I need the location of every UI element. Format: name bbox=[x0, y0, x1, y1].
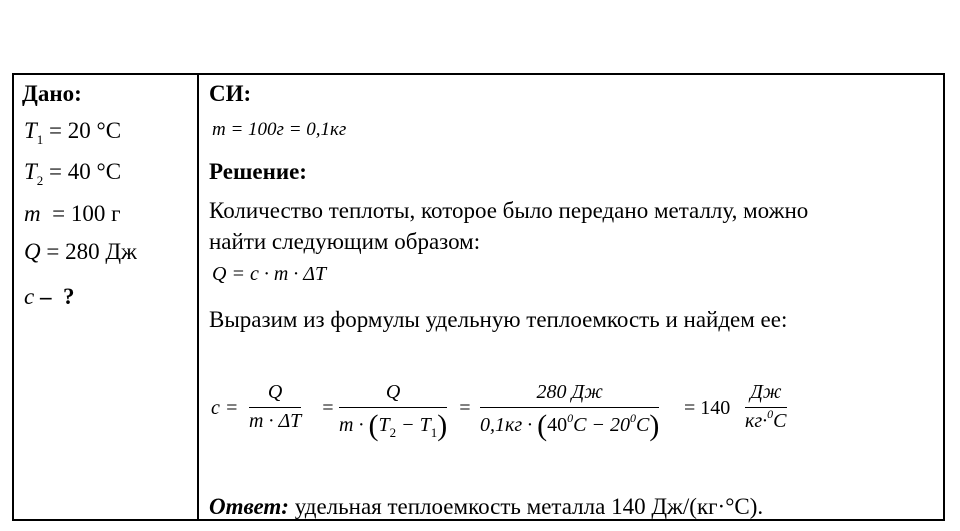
fraction-1-denominator: m · ΔT bbox=[249, 410, 302, 432]
given-t1 bbox=[24, 118, 122, 147]
fraction-3-den-40: 40 bbox=[547, 414, 568, 436]
fraction-3-den-mid: C − 20 bbox=[573, 414, 631, 436]
paren-close-1: ) bbox=[437, 409, 448, 442]
var-c: c bbox=[24, 284, 35, 309]
var-q: Q bbox=[24, 239, 41, 264]
given-q bbox=[24, 240, 137, 263]
unit-denominator bbox=[745, 407, 787, 433]
fraction-2-den-sub2: 2 bbox=[389, 425, 397, 440]
fraction-3-bar bbox=[480, 407, 659, 408]
solution-heading: Решение: bbox=[209, 159, 307, 184]
paren-open-2: ( bbox=[537, 409, 548, 442]
paren-open-1: ( bbox=[368, 409, 379, 442]
solution-text-line2: найти следующим образом: bbox=[209, 229, 481, 254]
si-conversion: m = 100г = 0,1кг bbox=[212, 119, 347, 140]
unit-den-c: C bbox=[773, 410, 787, 432]
unit-bar bbox=[745, 407, 787, 408]
column-divider bbox=[197, 73, 199, 521]
si-heading: СИ: bbox=[209, 81, 252, 106]
table-frame bbox=[12, 73, 945, 521]
fraction-3-den-sup-b: 0 bbox=[630, 411, 637, 425]
unit-den-kg: кг· bbox=[745, 410, 768, 432]
fraction-2-den-m: m · bbox=[339, 414, 369, 436]
calc-result: = 140 bbox=[684, 397, 731, 419]
fraction-2-denominator bbox=[339, 409, 448, 442]
fraction-1-numerator: Q bbox=[267, 381, 283, 403]
value-c: – ? bbox=[34, 284, 75, 309]
given-c bbox=[24, 285, 74, 308]
calc-eq-2: = bbox=[458, 397, 472, 419]
var-t1: T bbox=[24, 118, 37, 143]
given-heading: Дано: bbox=[22, 81, 82, 106]
solution-text-line1: Количество теплоты, которое было передано металлу, можно bbox=[209, 198, 809, 223]
answer-label: Ответ: bbox=[209, 494, 289, 519]
value-t1: = 20 °C bbox=[43, 118, 122, 143]
paren-close-2: ) bbox=[649, 409, 660, 442]
fraction-1-bar bbox=[249, 407, 301, 408]
fraction-2-den-t2: T bbox=[378, 414, 390, 436]
fraction-1 bbox=[249, 381, 301, 433]
given-t2 bbox=[24, 159, 122, 188]
fraction-2-den-minus: − bbox=[396, 414, 420, 436]
unit-den-sup: 0 bbox=[767, 407, 774, 421]
value-t2: = 40 °C bbox=[43, 159, 122, 184]
fraction-3 bbox=[480, 381, 660, 442]
var-m: m bbox=[24, 201, 41, 226]
fraction-3-den-sup-a: 0 bbox=[567, 411, 574, 425]
value-m: = 100 г bbox=[40, 201, 121, 226]
fraction-3-denominator bbox=[480, 409, 660, 442]
unit-numerator: Дж bbox=[750, 381, 782, 403]
value-q: = 280 Дж bbox=[40, 239, 137, 264]
fraction-2 bbox=[339, 381, 448, 442]
sub-t2: 2 bbox=[36, 173, 44, 188]
var-t2: T bbox=[24, 159, 37, 184]
fraction-3-numerator: 280 Дж bbox=[536, 381, 603, 403]
fraction-2-den-sub1: 1 bbox=[430, 425, 438, 440]
calc-c-eq: c = bbox=[211, 397, 239, 419]
fraction-unit bbox=[745, 381, 787, 433]
given-m bbox=[24, 202, 121, 225]
solution-text-express: Выразим из формулы удельную теплоемкость и найдем ее: bbox=[209, 307, 788, 332]
fraction-3-den-c: C bbox=[636, 414, 650, 436]
formula-heat: Q = c · m · ΔT bbox=[212, 263, 327, 285]
answer-text: удельная теплоемкость металла 140 Дж/(кг·°С). bbox=[288, 494, 764, 519]
answer-line bbox=[209, 495, 763, 518]
fraction-2-den-t1: T bbox=[419, 414, 431, 436]
fraction-2-bar bbox=[339, 407, 447, 408]
sub-t1: 1 bbox=[36, 132, 44, 147]
fraction-3-den-mass: 0,1кг · bbox=[480, 414, 538, 436]
calc-eq-1: = bbox=[321, 397, 335, 419]
fraction-2-numerator: Q bbox=[385, 381, 401, 403]
